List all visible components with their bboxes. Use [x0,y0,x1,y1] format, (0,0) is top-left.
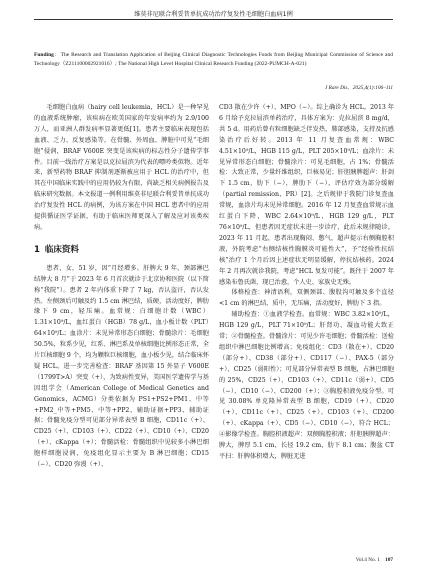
intro-paragraph: 毛细胞白血病（hairy cell leukemia，HCL）是一种罕见的血液系统肿瘤，该疾病在欧美国家的年发病率约为 2.9/100 万人，而亚洲人群发病率显著更低[1]。患者主要临床表现包括血液、乏力、反复感染等，在骨髓、外周血、脾脏中可见“毛细胞”侵润，BRAF V600E 突变是该疾病的标志性分子遗传学事件。目前一线治疗方案是以克拉屈滨为代表的嘌呤类似物。近年来，新型药物 BRAF 抑制剂逐渐被应用于 HCL 的治疗中，但其在中国临床实践中的应用仍较为有限，尚缺乏相关病例报告及临床研究数据。本文报道一例利用维莫非尼联合利妥昔单抗成功治疗复发性 HCL 的病例，为该方案在中国 HCL 患者中的应用提供循证医学证据，有助于临床医师更深入了解及应对该类疾病。 [34,104,209,231]
history-paragraph: CD3 散在少许（+）、MPO（−）。综上确诊为 HCL。2013 年 6 月给予克拉屈滨单药治疗，具体方案为：克拉屈滨 8 mg/d，共 5 d。用药后曾有粒细胞缺乏伴发热，肺部感染，支持及抗感染治疗后好转。2013 年 11 月复查血常规：WBC 4.51×10⁹/L，HGB 115 g/L，PLT 205×10⁹/L；血涂片：未见异常形态白细胞；骨髓涂片：可见毛细胞，占 1%；骨髓活检：大致正常，少量纤维组织，巨核易见；肝胆胰脾超声：肝剑下 1.5 cm，肋下（−），脾肋下（−），评估疗效为部分缓解（partial remission，PR）[2]。之后规律于我院门诊复查血常规，血涂片均未见异常细胞。2016 年 12 月复查血常规示血红蛋白下降，WBC 2.64×10⁹/L，HGB 129 g/L，PLT 76×10⁹/L，但患者因无症状未进一步诊疗，此后未规律随诊。2023 年 11 月起，患者出现胸闷、憋气，超声提示右侧胸腔积液，外院考虑“右侧结核性胸膜炎可能性大”，予“经验性抗结核”治疗 1 个月后因上述症状无明显缓解，停抗结核药。2024 年 2 月再次就诊我院，考虑“HCL 复发可能”。既往于 2007 年感染布鲁氏菌，现已治愈，个人史、家族史无殊。 [219,104,394,286]
section-title: 临床资料 [44,244,79,255]
funding-text: ：The Research and Translation Application of Beijing Clinical Diagnostic Technologies Funds from Beijing Municipal Commission of Science and Technology（Z211100002921016）; The National High Level Hospital Clinical Research Funding (2022-PUMCH-A-021) [34,52,393,68]
citation-line: J Rare Dis，2025,4(1):106–111 [324,85,393,91]
physical-exam-paragraph: 体格检查：神清语利，双侧颈部、腹股沟可触及多个直径<1 cm 的淋巴结，质中，无压痛，活动度好，脾肋下 3 指。 [219,289,394,308]
case-paragraph: 患者，女，51 岁，因“月经增多、肝脾大 9 年，颈部淋巴结肿大 8 月”于 2023 年 6 月首次就诊于北京协和医院（以下简称“我院”）。患者 2 年内体重下降了 7 kg，否认盗汗，否认发热。左侧颈后可触及约 1.5 cm 淋巴结，质硬，活动度好，脾肋缘下 9 cm，轻压痛。血常规：白细胞计数（WBC）1.31×10⁹/L，血红蛋白（HGB）78 g/L，血小板计数（PLT）64×10⁹/L；血涂片：未见异常形态白细胞；骨髓涂片：毛细胞 50.5%，粒系少见，红系、淋巴系及单核细胞比例形态正常，全片巨核细胞 9 个，均为颗粒巨核细胞，血小板少见，结合临床怀疑 HCL。进一步完善检查：BRAF 基因第 15 外显子 V600E（1799T>A）突变（+），为致病性变异，美国医学遗传学与基因组学会（American College of Medical Genetics and Genomics，ACMG）分类依据为 PS1+PS2+PM1、中等+PM2_中等+PM5、中等+PP2、辅助证据+PP3、辅助证据；骨髓免疫分型可见部分异常表型 B 细胞，CD11c（+）、CD25（+）、CD103（+）、CD22（+）、CD10（+）、CD20（+）、cKappa（+）；骨髓活检：骨髓组织中见较多小淋巴细胞样细胞浸润，免疫组化显示主要为 B 淋巴细胞；CD15（−）、CD20 弥漫（+）、 [34,264,209,469]
auxiliary-exam-paragraph: 辅助检查：①血液学检查。血常规：WBC 3.82×10⁹/L，HGB 129 g/L，PLT 71×10⁹/L；肝肾功、凝血功能大致正常；②骨髓检查。骨髓涂片：可见少许毛细胞；骨髓活检：送检组织中淋巴细胞比例增高；免疫组化：CD3（散在+）、CD20（部分+）、CD38（部分+）、CD117（−）、PAX-5（部分+）、CD25（弱阳性）；可见部分异常表型 B 细胞，占淋巴细胞的 25%，CD25（+）、CD103（+）、CD11c（弱+）、CD5（−）、CD10（−）、CD200（+）；③胸腔积液免疫分型。可见 30.08% 单克隆异常表型 B 细胞，CD19（+）、CD20（+）、CD11c（+）、CD25（+）、CD103（+）、CD200（+）、cKappa（+）、CD5（−）、CD10（−），符合 HCL；④影像学检查。胸腔积液超声：双侧胸腔积液；肝胆胰脾超声：脾大，脾厚 5.1 cm，长径 19.2 cm，肋下 8.1 cm；腹盆 CT 平扫：肝脾体积增大，脾脏无进 [219,311,394,460]
funding-label: Funding [34,52,54,58]
page-number: 107 [385,557,393,563]
section-number: 1 [34,244,40,255]
section-heading [34,245,209,256]
left-column [34,103,209,471]
header-divider [34,19,393,20]
right-column [219,103,394,463]
volume-info: Vol.4 No. 1 [355,557,381,563]
running-header: 维莫非尼联合利妥昔单抗成功治疗复发性毛细胞白血病1例 [134,11,293,18]
funding-note [34,51,393,70]
page-footer [356,557,393,563]
